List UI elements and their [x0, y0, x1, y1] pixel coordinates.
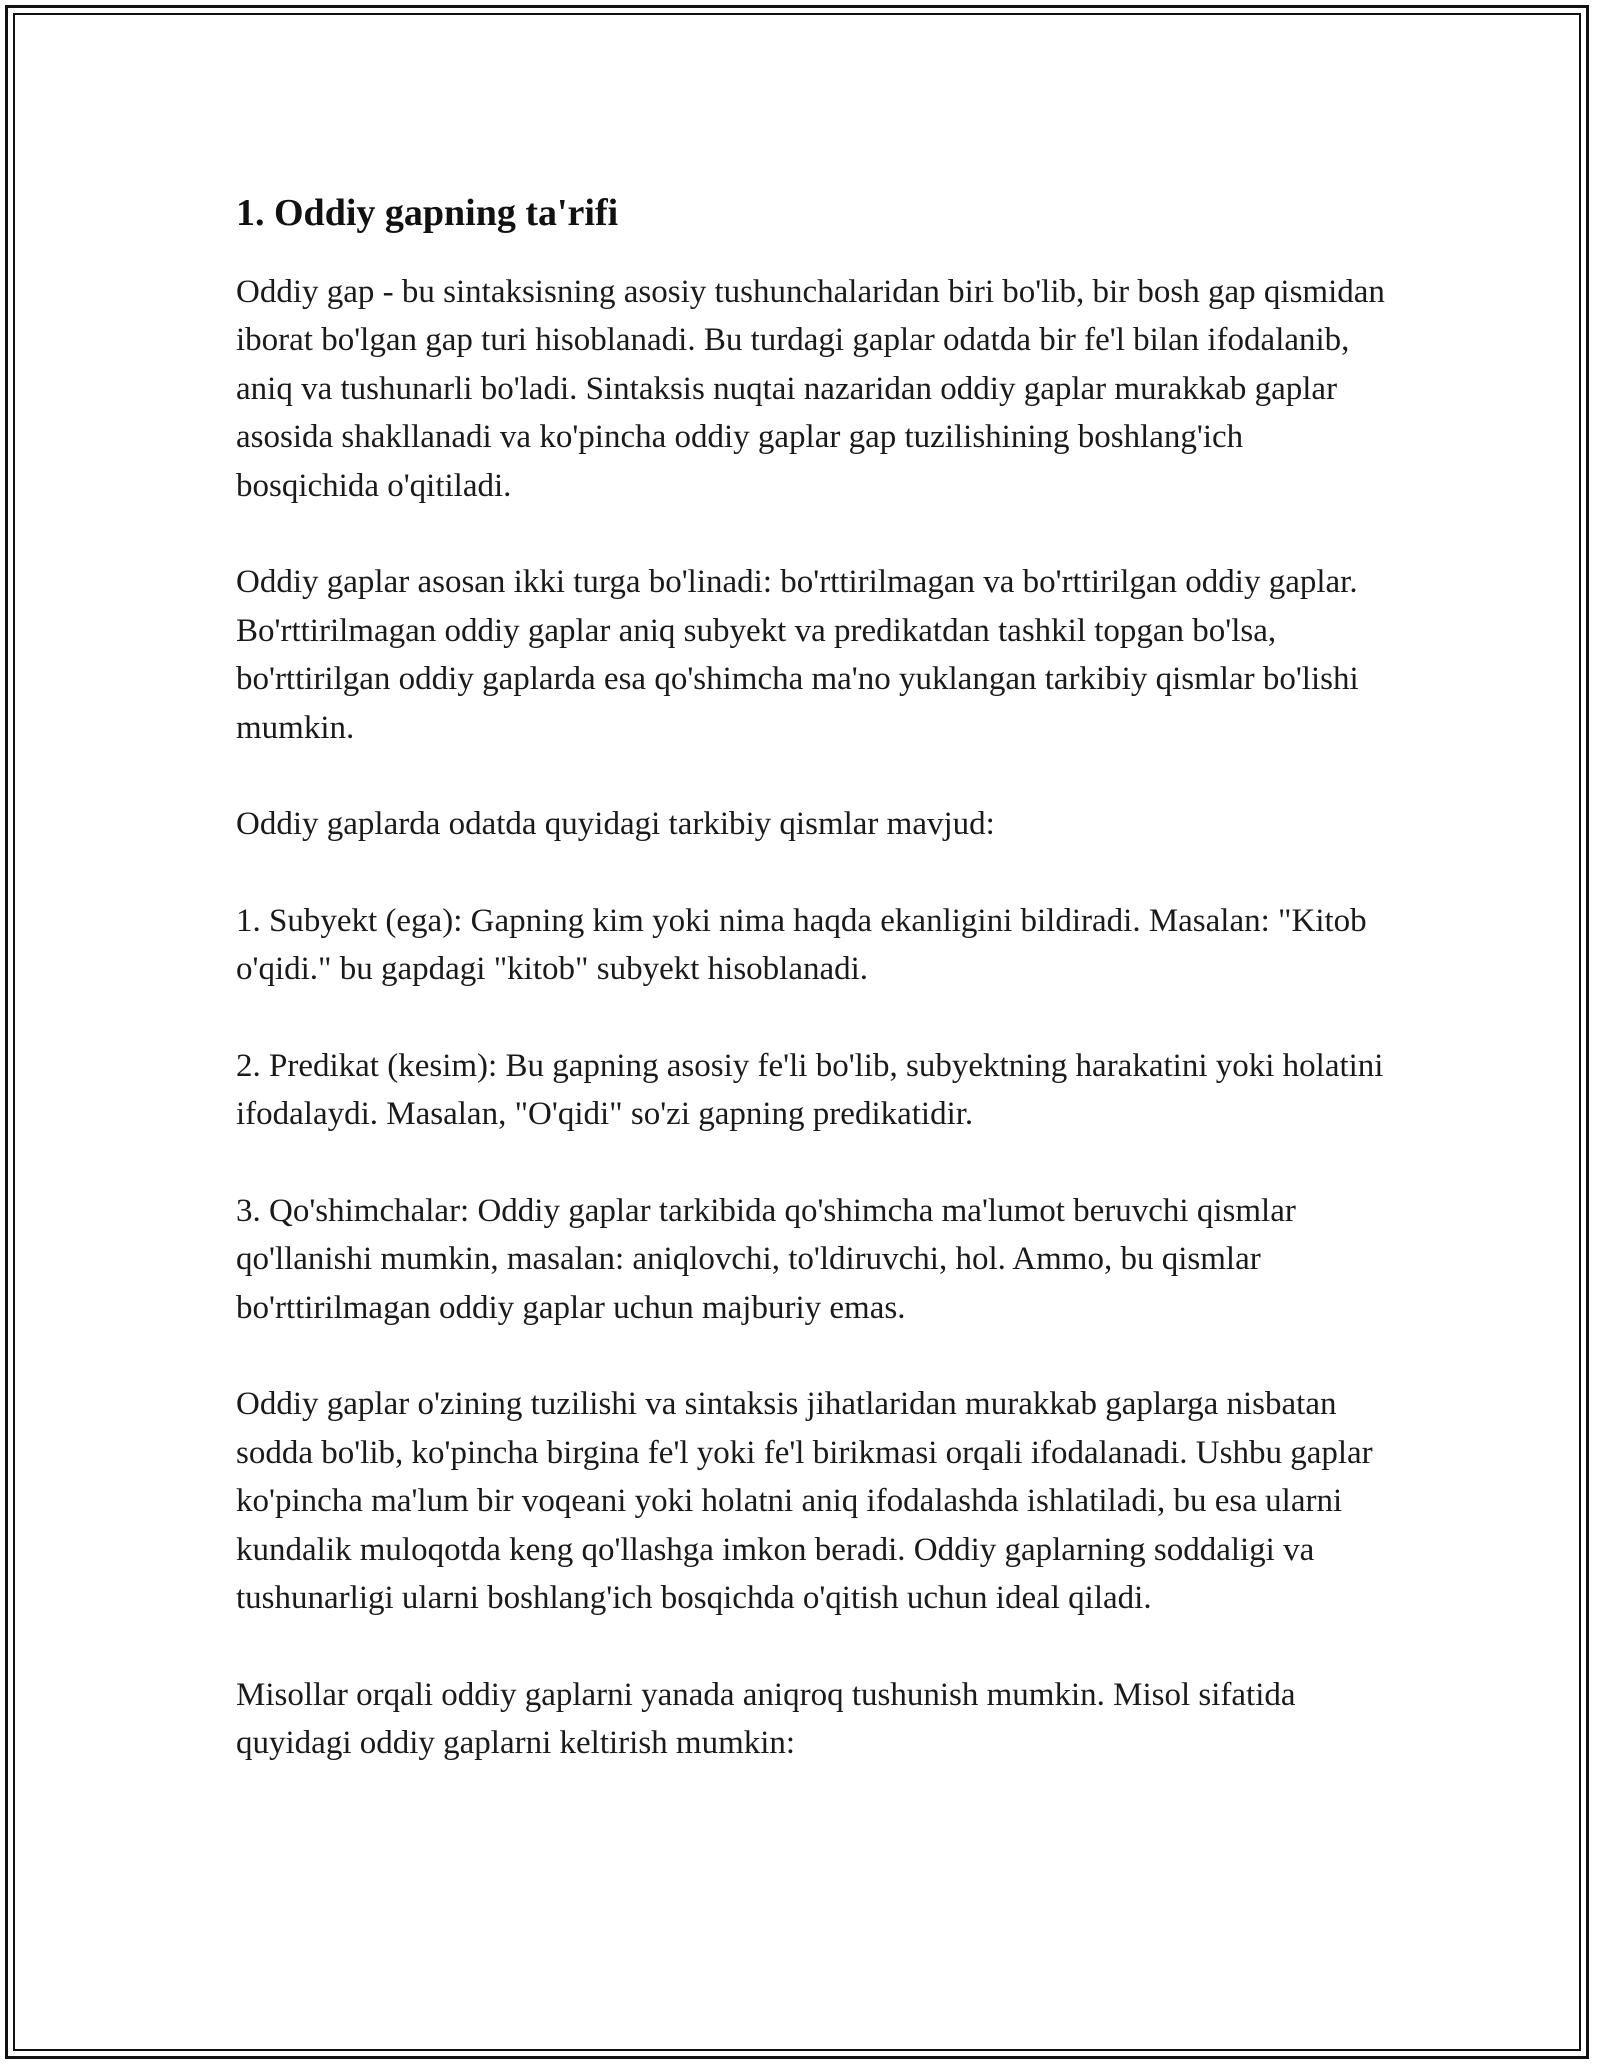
paragraph-structure: Oddiy gaplar o'zining tuzilishi va sintaksis jihatlaridan murakkab gaplarga nisbatan sodda bo'lib, ko'pincha birgina fe'l yoki fe'l birikmasi orqali ifodalanadi. Ushbu gaplar ko'pincha ma'lum bir voqeani yoki holatni aniq ifodalashda ishlatiladi, bu esa ularni kundalik muloqotda keng qo'llashga imkon beradi. Oddiy gaplarning soddaligi va tushunarligi ularni boshlang'ich bosqichda o'qitish uchun ideal qiladi. [236, 1386, 1373, 1616]
paragraph-components-intro: Oddiy gaplarda odatda quyidagi tarkibiy qismlar mavjud: [236, 806, 995, 842]
paragraph-types: Oddiy gaplar asosan ikki turga bo'linadi: bo'rttirilmagan va bo'rttirilgan oddiy gaplar. Bo'rttirilmagan oddiy gaplar aniq subyekt va predikatdan tashkil topgan bo'lsa, bo'rttirilgan oddiy gaplarda esa qo'shimcha ma'no yuklangan tarkibiy qismlar bo'lishi mumkin. [236, 564, 1359, 746]
list-item-additions: 3. Qo'shimchalar: Oddiy gaplar tarkibida qo'shimcha ma'lumot beruvchi qismlar qo'llanishi mumkin, masalan: aniqlovchi, to'ldiruvchi, hol. Ammo, bu qismlar bo'rttirilmagan oddiy gaplar uchun majburiy emas. [236, 1192, 1296, 1326]
paragraph-definition: Oddiy gap - bu sintaksisning asosiy tushunchalaridan biri bo'lib, bir bosh gap qismidan iborat bo'lgan gap turi hisoblanadi. Bu turdagi gaplar odatda bir fe'l bilan ifodalanib, aniq va tushunarli bo'ladi. Sintaksis nuqtai nazaridan oddiy gaplar murakkab gaplar asosida shakllanadi va ko'pincha oddiy gaplar gap tuzilishining boshlang'ich bosqichida o'qitiladi. [236, 273, 1385, 504]
document-body [236, 180, 1386, 1816]
paragraph-examples-intro: Misollar orqali oddiy gaplarni yanada aniqroq tushunish mumkin. Misol sifatida quyidagi oddiy gaplarni keltirish mumkin: [236, 1676, 1296, 1761]
list-item-predicate: 2. Predikat (kesim): Bu gapning asosiy fe'li bo'lib, subyektning harakatini yoki holatini ifodalaydi. Masalan, "O'qidi" so'zi gapning predikatidir. [236, 1047, 1384, 1132]
section-heading: 1. Oddiy gapning ta'rifi [236, 192, 619, 234]
list-item-subject: 1. Subyekt (ega): Gapning kim yoki nima haqda ekanligini bildiradi. Masalan: "Kitob o'qidi." bu gapdagi "kitob" subyekt hisoblanadi. [236, 902, 1367, 987]
